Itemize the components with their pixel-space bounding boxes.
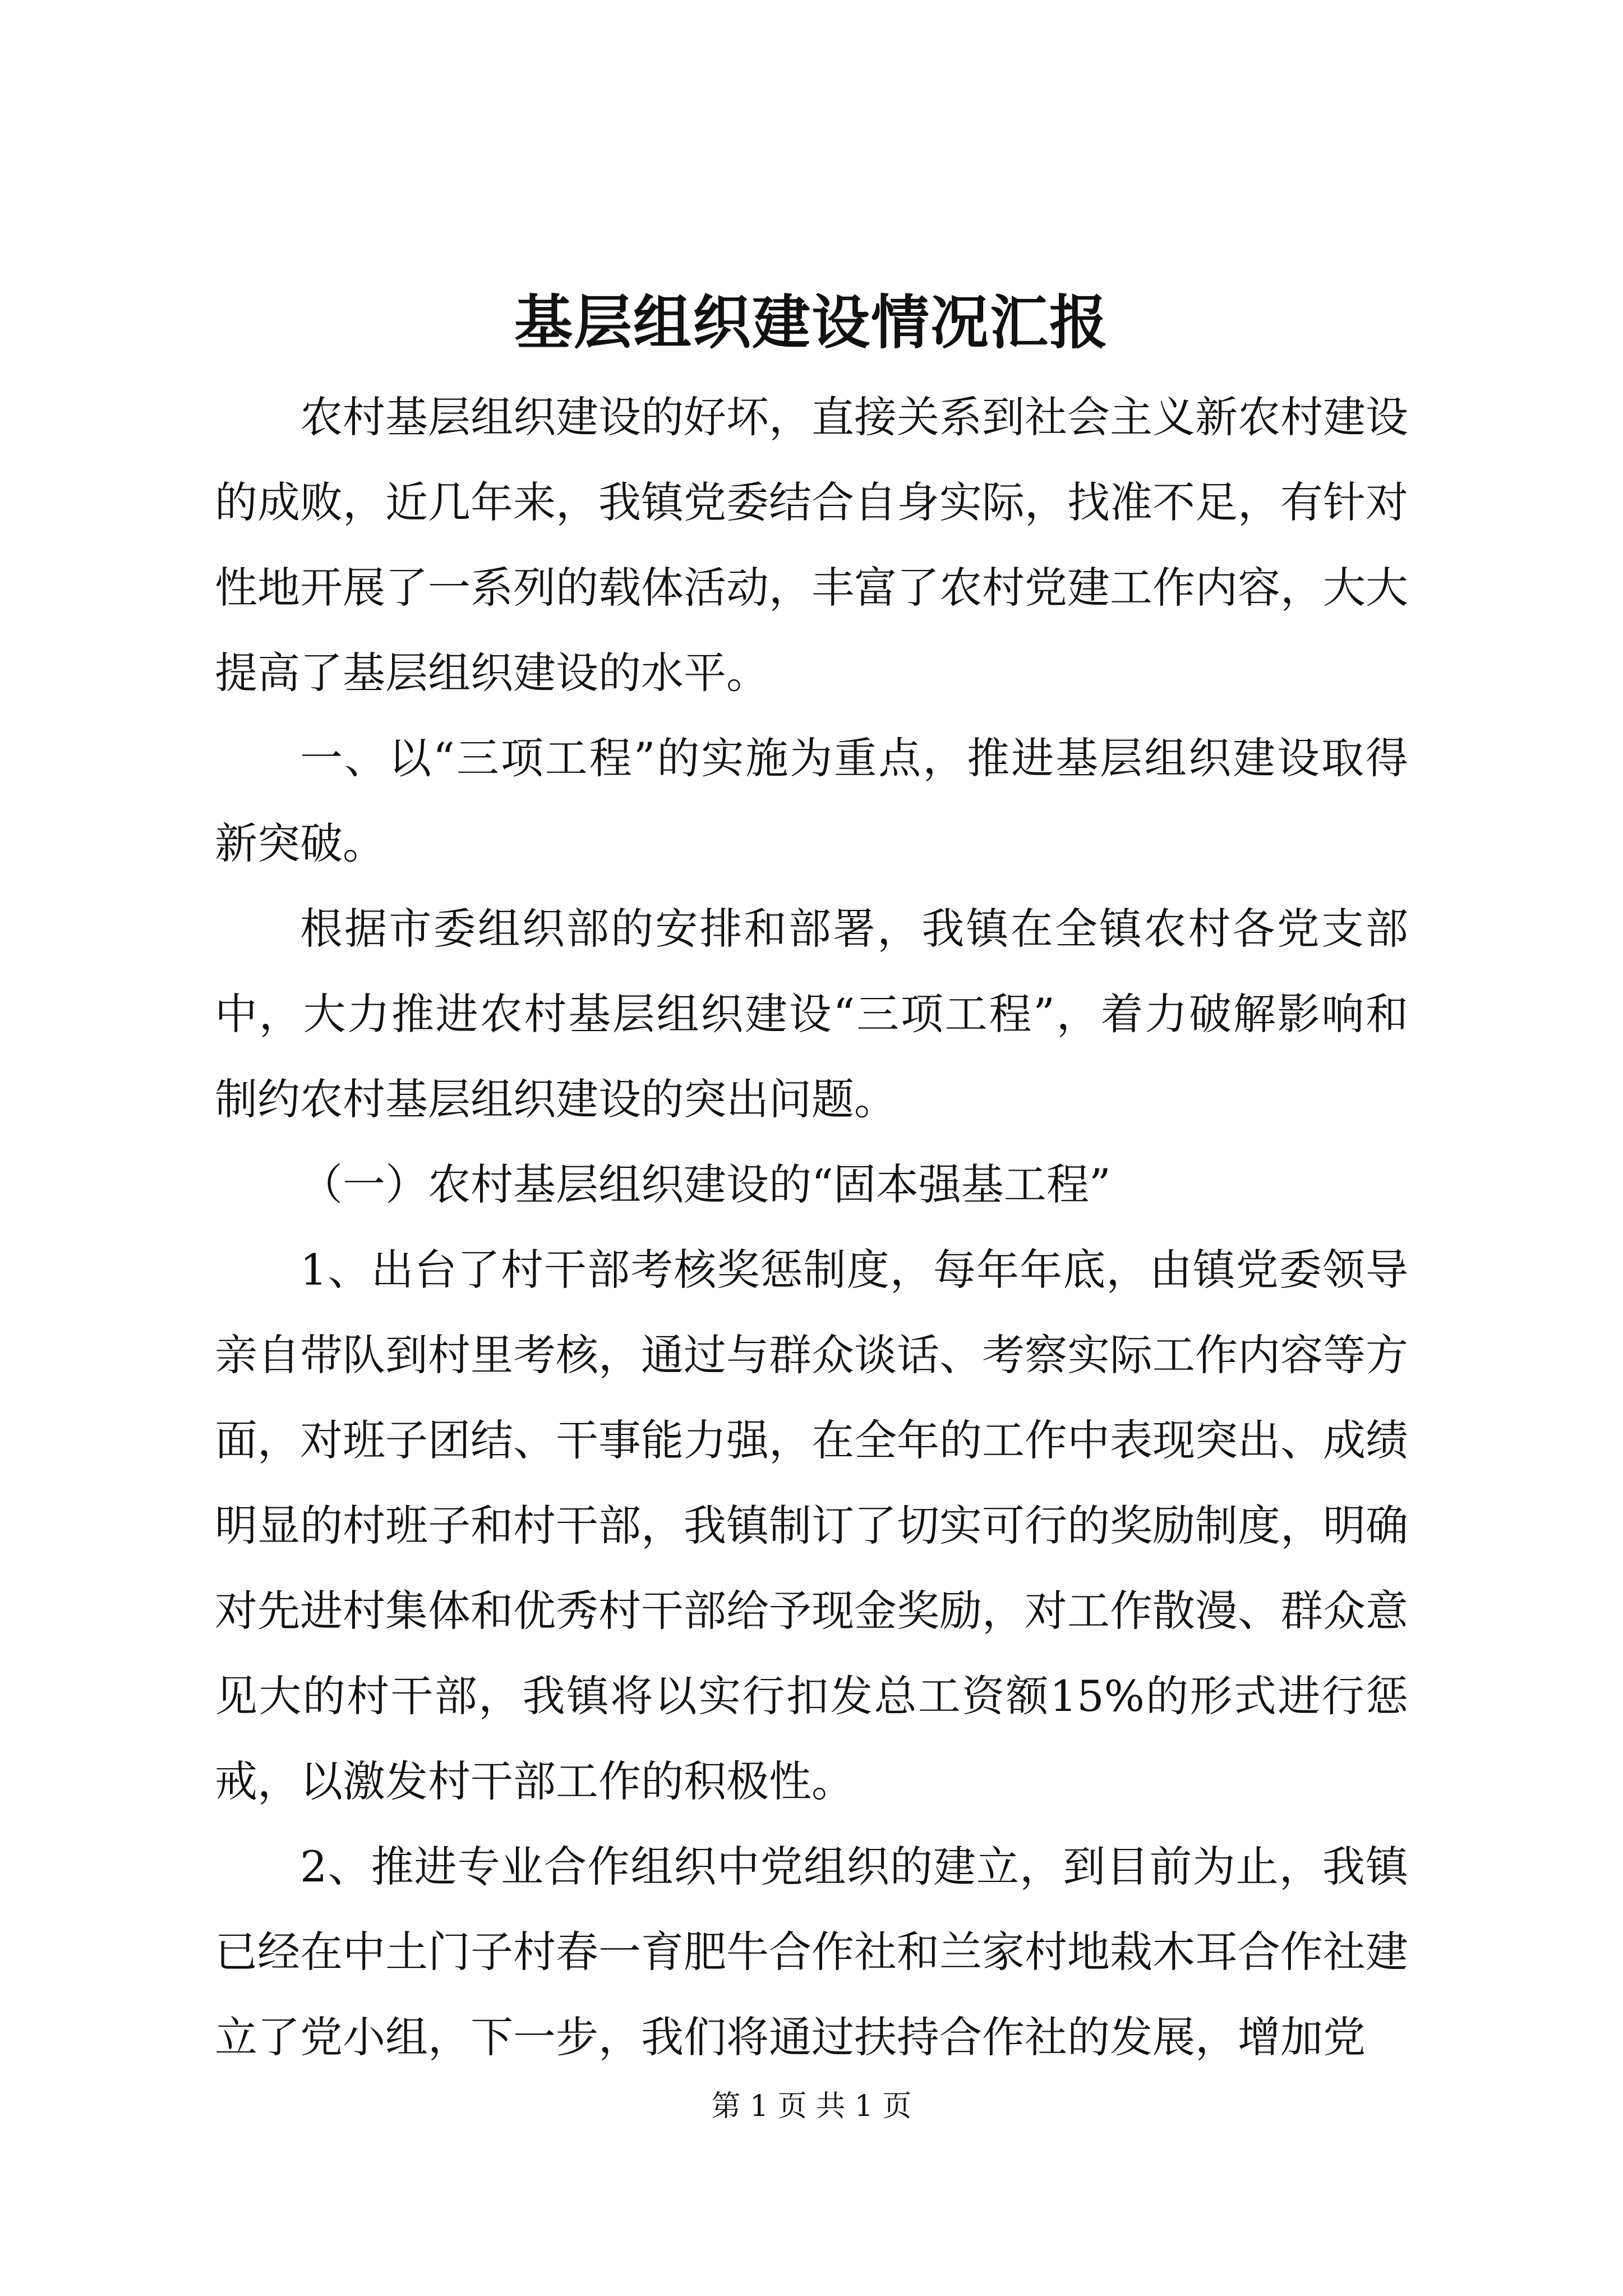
paragraph-item-2: 2、推进专业合作组织中党组织的建立，到目前为止，我镇已经在中土门子村春一育肥牛合作社和兰家村地栽木耳合作社建立了党小组，下一步，我们将通过扶持合作社的发展，增加党	[215, 1842, 1408, 2062]
paragraph-subheading: （一）农村基层组织建设的“固本强基工程”	[300, 1159, 1111, 1209]
paragraph-deployment: 根据市委组织部的安排和部署，我镇在全镇农村各党支部中，大力推进农村基层组织建设“三项工程”，着力破解影响和制约农村基层组织建设的突出问题。	[215, 904, 1408, 1124]
paragraph-intro: 农村基层组织建设的好坏，直接关系到社会主义新农村建设的成败，近几年来，我镇党委结合自身实际，找准不足，有针对性地开展了一系列的载体活动，丰富了农村党建工作内容，大大提高了基层组织建设的水平。	[215, 392, 1408, 698]
paragraph-item-1: 1、出台了村干部考核奖惩制度，每年年底，由镇党委领导亲自带队到村里考核，通过与群众谈话、考察实际工作内容等方面，对班子团结、干事能力强，在全年的工作中表现突出、成绩明显的村班子和村干部，我镇制订了切实可行的奖励制度，明确对先进村集体和优秀村干部给予现金奖励，对工作散漫、群众意见大的村干部，我镇将以实行扣发总工资额15%的形式进行惩戒，以激发村干部工作的积极性。	[215, 1245, 1408, 1806]
paragraph-section-heading: 一、以“三项工程”的实施为重点，推进基层组织建设取得新突破。	[215, 733, 1408, 868]
document-title: 基层组织建设情况汇报	[514, 288, 1109, 357]
document-body	[215, 375, 1408, 2080]
page-footer: 第 1 页 共 1 页	[711, 2090, 912, 2123]
